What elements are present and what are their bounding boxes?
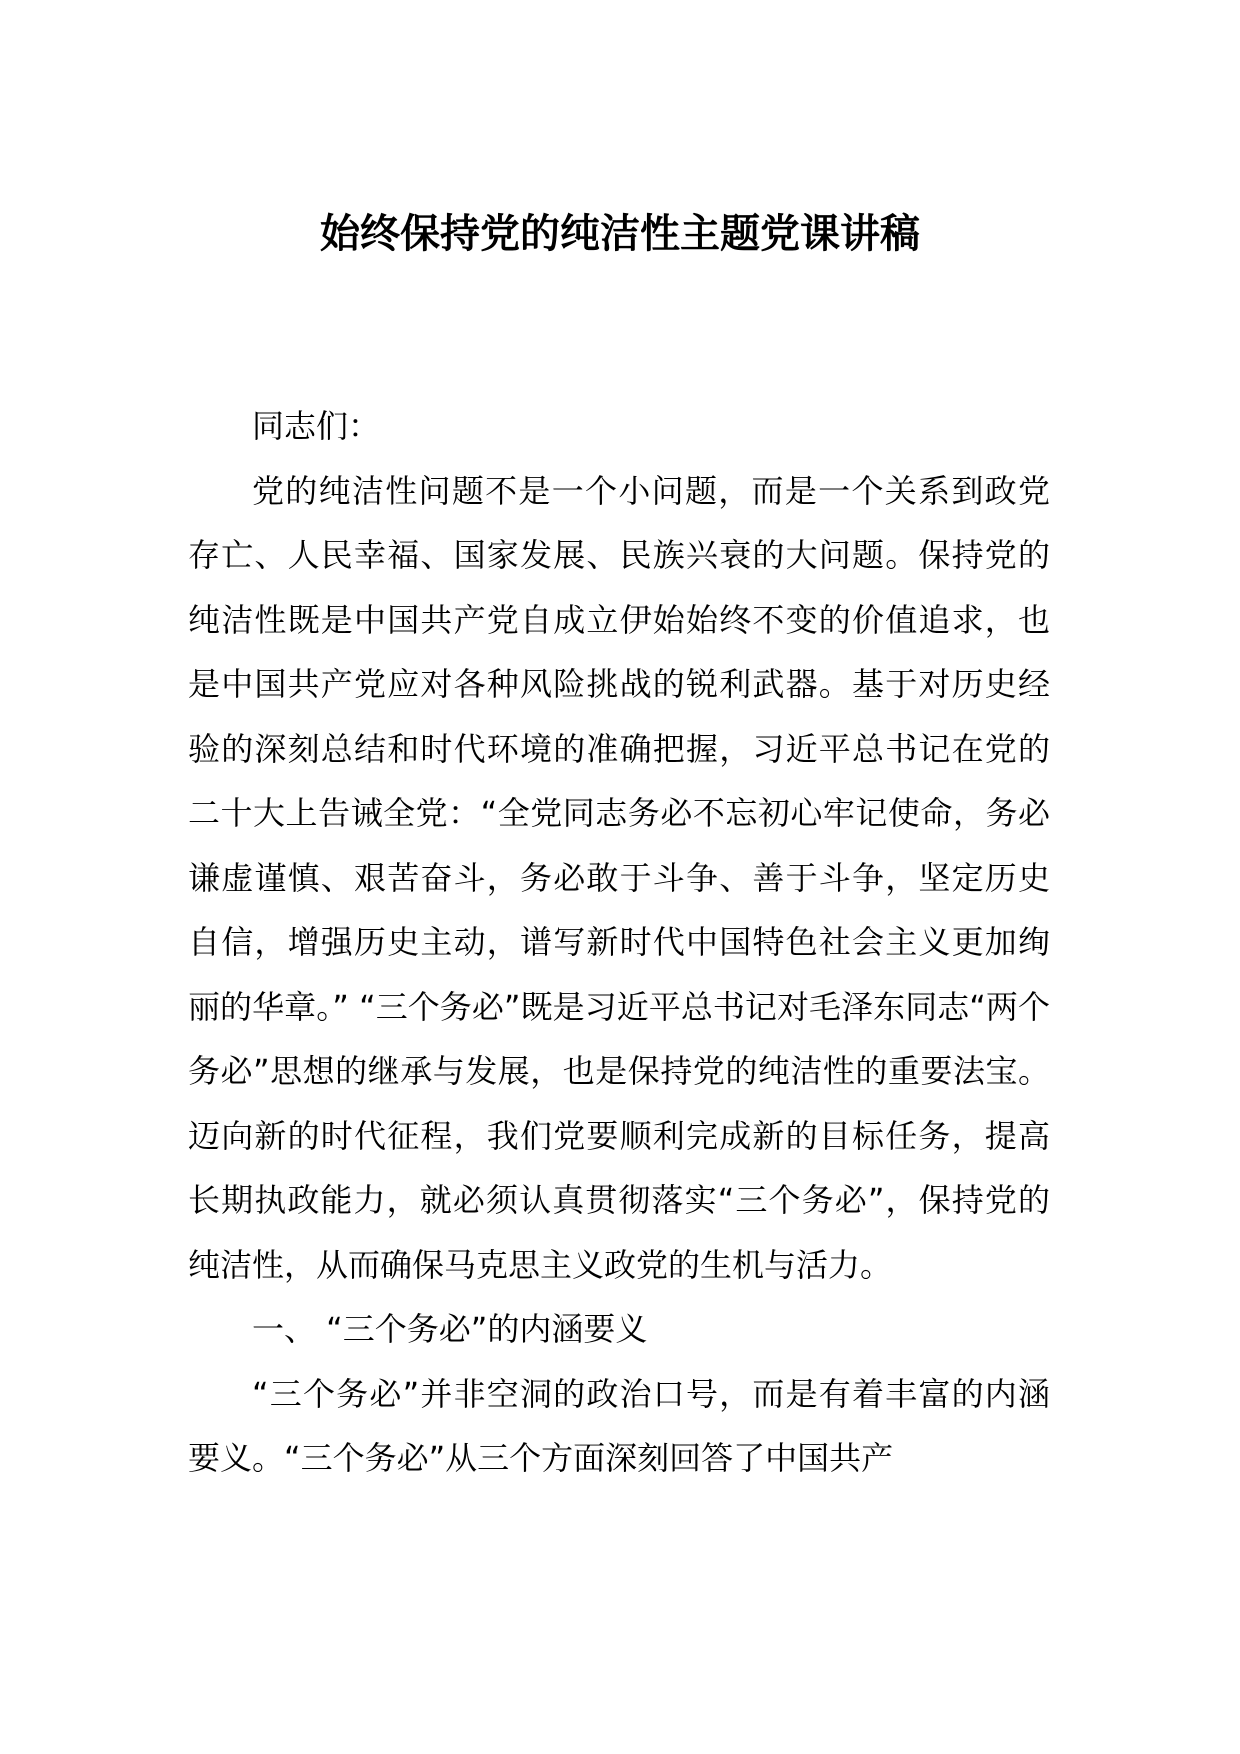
salutation-paragraph: 同志们： xyxy=(252,407,381,445)
section-paragraph: “三个务必”并非空洞的政治口号，而是有着丰富的内涵要义。“三个务必”从三个方面深刻回答了中国共产 xyxy=(188,1374,1050,1477)
document-title: 始终保持党的纯洁性主题党课讲稿 xyxy=(320,211,920,257)
intro-paragraph: 党的纯洁性问题不是一个小问题，而是一个关系到政党存亡、人民幸福、国家发展、民族兴衰的大问题。保持党的纯洁性既是中国共产党自成立伊始始终不变的价值追求，也是中国共产党应对各种风险挑战的锐利武器。基于对历史经验的深刻总结和时代环境的准确把握，习近平总书记在党的二十大上告诫全党：“全党同志务必不忘初心牢记使命，务必谦虚谨慎、艰苦奋斗，务必敢于斗争、善于斗争，坚定历史自信，增强历史主动，谱写新时代中国特色社会主义更加绚丽的华章。” “三个务必”既是习近平总书记对毛泽东同志“两个务必”思想的继承与发展，也是保持党的纯洁性的重要法宝。迈向新的时代征程，我们党要顺利完成新的目标任务，提高长期执政能力，就必须认真贯彻落实“三个务必”，保持党的纯洁性，从而确保马克思主义政党的生机与活力。 xyxy=(188,471,1050,1284)
section-heading: 一、 “三个务必”的内涵要义 xyxy=(252,1310,648,1348)
document-body xyxy=(188,394,1050,1491)
